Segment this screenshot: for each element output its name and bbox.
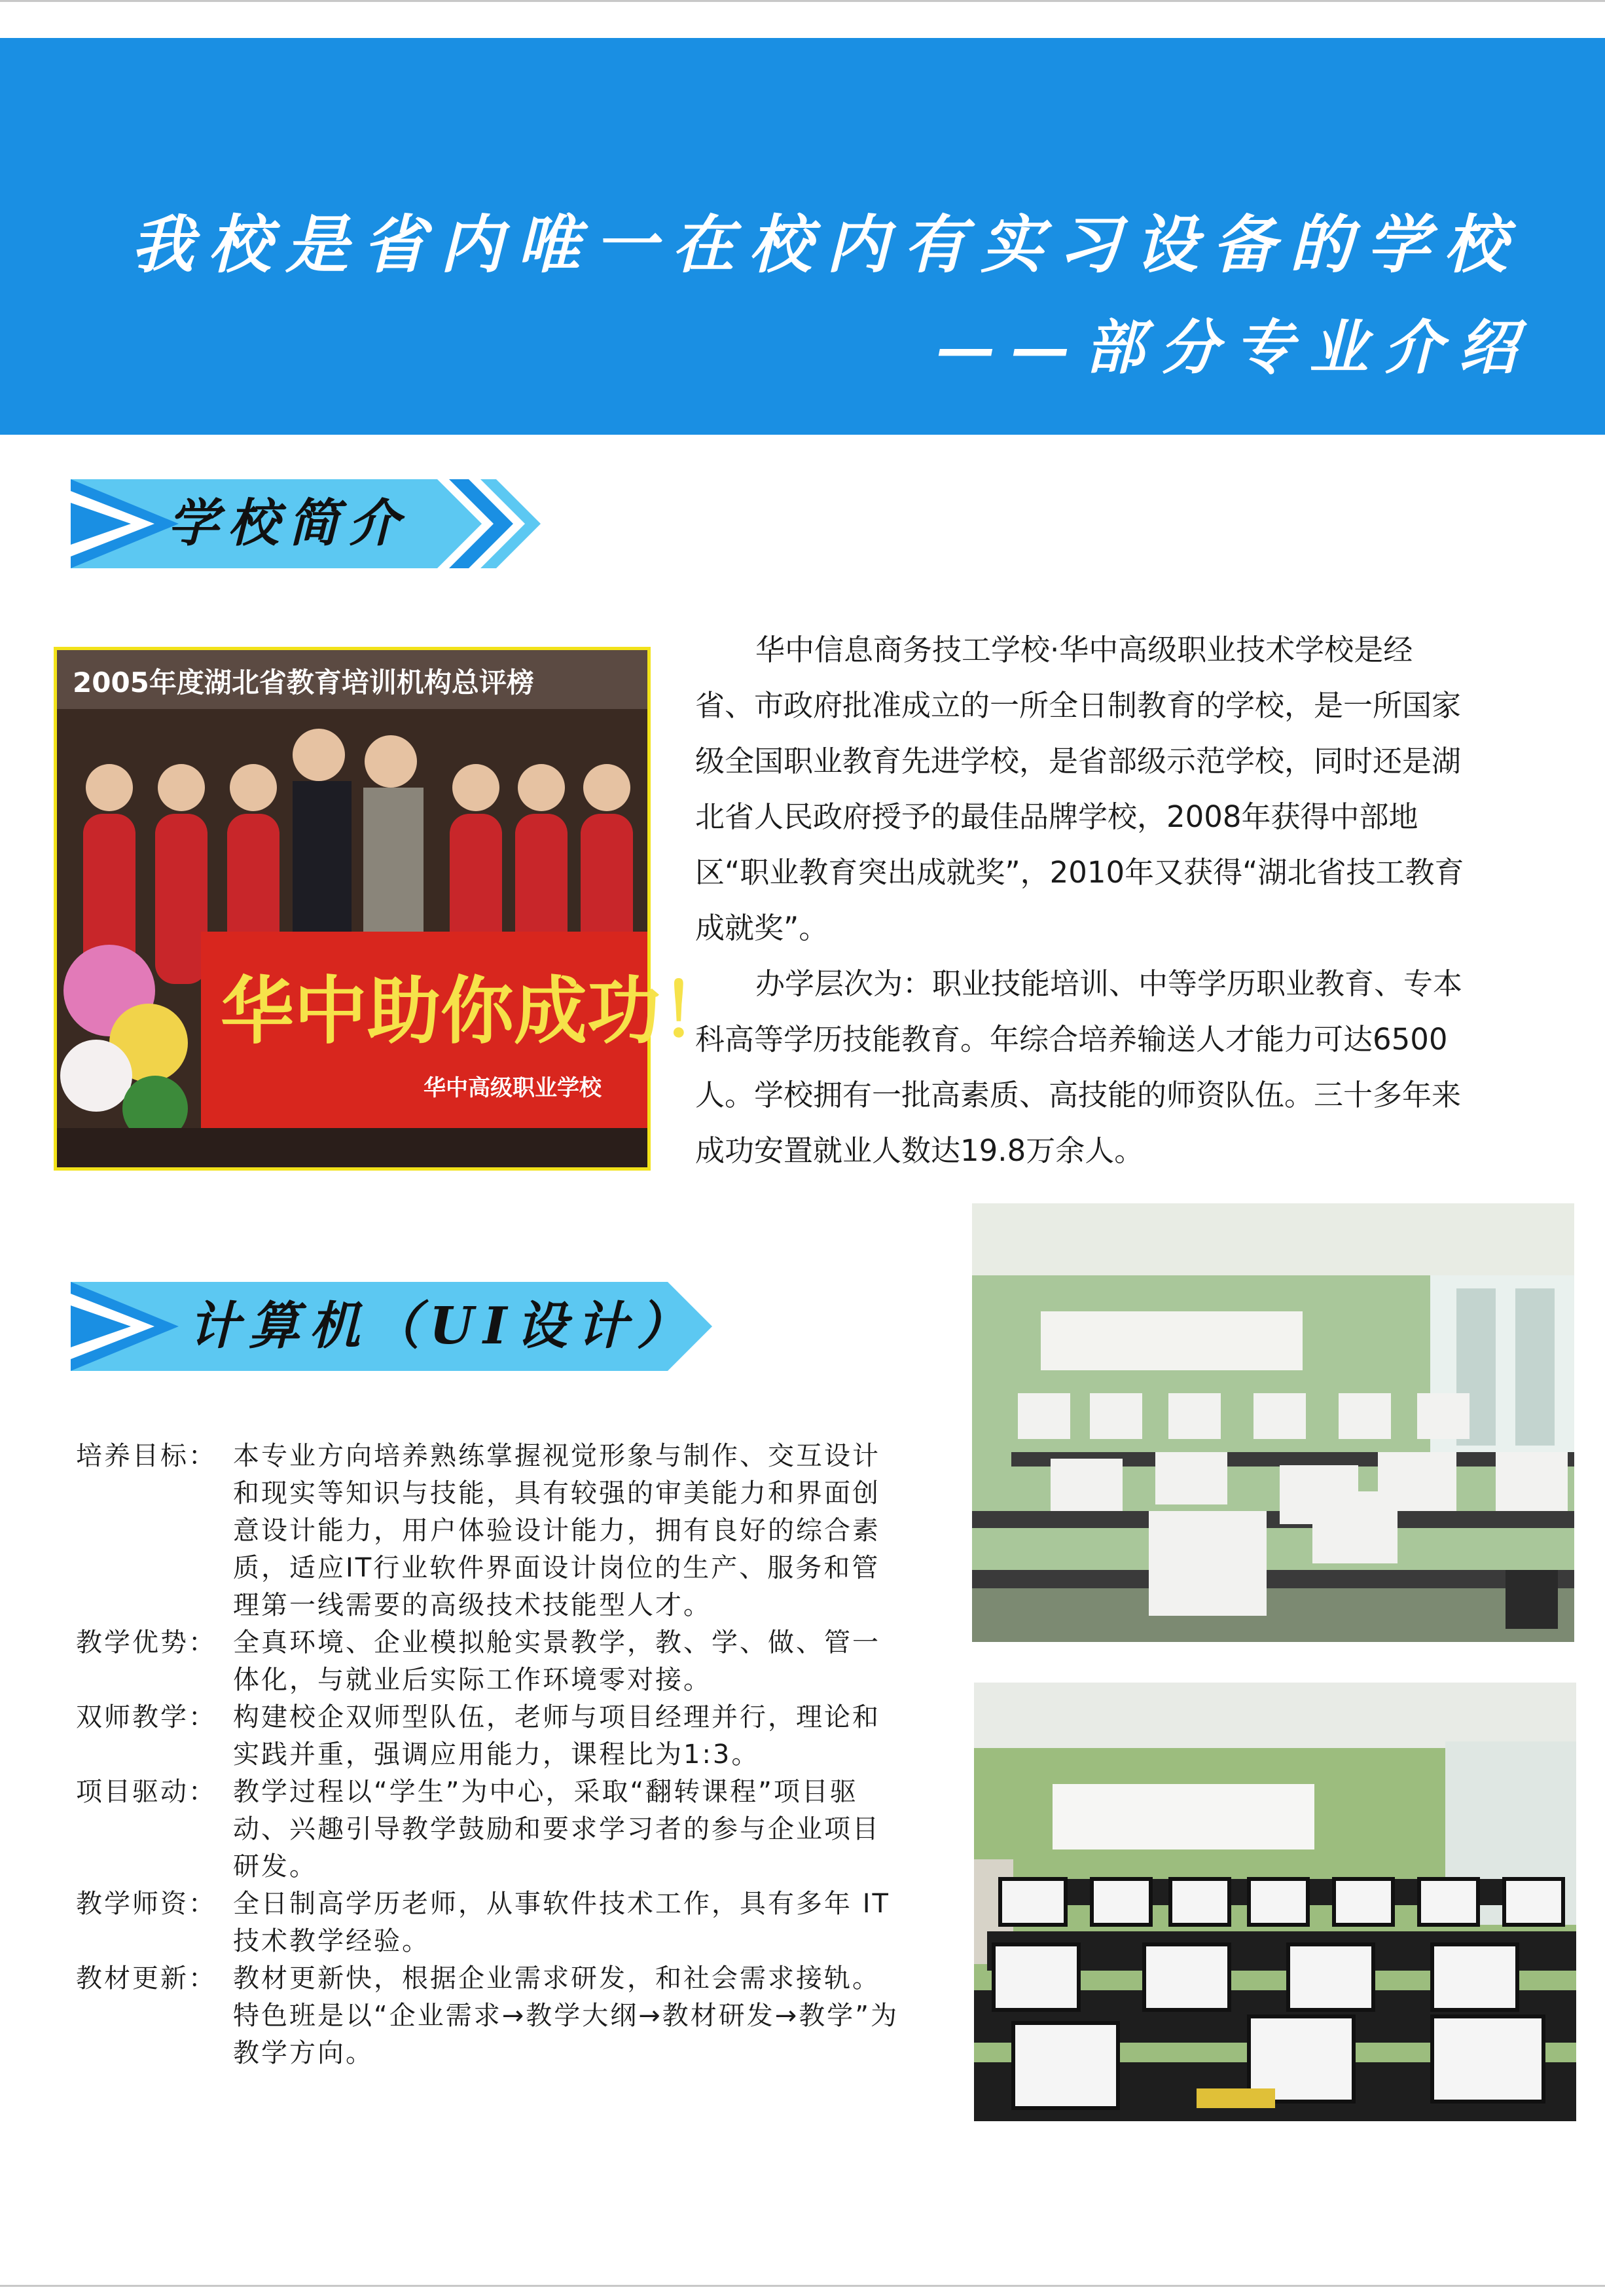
spec-label: 教学师资： — [76, 1889, 217, 1919]
computer-lab-photo-2 — [974, 1683, 1576, 2121]
section-tag-intro — [71, 479, 555, 568]
spec-text: 全日制高学历老师，从事软件技术工作，具有多年 IT技术教学经验。 — [233, 1889, 890, 1956]
spec-item — [76, 1438, 901, 1624]
spec-text: 教材更新快，根据企业需求研发，和社会需求接轨。特色班是以“企业需求→教学大纲→教材研发→教学”为教学方向。 — [233, 1963, 899, 2068]
banner-title: 我校是省内唯一在校内有实习设备的学校 — [131, 208, 1521, 282]
spec-label: 双师教学： — [76, 1702, 217, 1732]
banner-subtitle: ——部分专业介绍 — [936, 313, 1533, 382]
spec-text: 教学过程以“学生”为中心，采取“翻转课程”项目驱动、兴趣引导教学鼓励和要求学习者的参与企业项目研发。 — [233, 1777, 880, 1882]
spec-label: 教学优势： — [76, 1628, 217, 1658]
spec-label: 教材更新： — [76, 1963, 217, 1994]
bottom-rule — [0, 2285, 1605, 2287]
spec-item — [76, 1699, 901, 1774]
spec-item — [76, 1774, 901, 1886]
program-specs — [76, 1438, 901, 2072]
intro-text — [695, 622, 1468, 1178]
intro-paragraph: 办学层次为：职业技能培训、中等学历职业教育、专本科高等学历技能教育。年综合培养输送人才能力可达6500人。学校拥有一批高素质、高技能的师资队伍。三十多年来成功安置就业人数达19.8万余人。 — [695, 966, 1463, 1168]
spec-label: 培养目标： — [76, 1441, 217, 1471]
spec-label: 项目驱动： — [76, 1777, 217, 1807]
computer-lab-photo-1 — [972, 1203, 1574, 1642]
ceremony-slogan: 华中助你成功！ — [221, 969, 734, 1054]
ceremony-slogan-sub: 华中高级职业学校 — [424, 1075, 602, 1101]
section-heading-intro: 学校简介 — [168, 494, 409, 553]
top-rule — [0, 0, 1605, 2]
spec-item — [76, 1886, 901, 1960]
spec-text: 全真环境、企业模拟舱实景教学，教、学、做、管一体化，与就业后实际工作环境零对接。 — [233, 1628, 880, 1695]
section-heading-major: 计算机（UI设计） — [189, 1296, 697, 1356]
intro-paragraph: 华中信息商务技工学校·华中高级职业技术学校是经省、市政府批准成立的一所全日制教育的学校，是一所国家级全国职业教育先进学校，是省部级示范学校，同时还是湖北省人民政府授予的最佳品牌学校，2008年获得中部地区“职业教育突出成就奖”，2010年又获得“湖北省技工教育成就奖”。 — [695, 632, 1464, 945]
section-tag-major — [71, 1282, 719, 1371]
spec-item — [76, 1624, 901, 1699]
ceremony-top-banner-text: 2005年度湖北省教育培训机构总评榜 — [73, 666, 534, 699]
spec-text: 本专业方向培养熟练掌握视觉形象与制作、交互设计和现实等知识与技能，具有较强的审美能力和界面创意设计能力，用户体验设计能力，拥有良好的综合素质，适应IT行业软件界面设计岗位的生产、服务和管理第一线需要的高级技术技能型人才。 — [233, 1441, 880, 1620]
spec-text: 构建校企双师型队伍，老师与项目经理并行，理论和实践并重，强调应用能力，课程比为1:3。 — [233, 1702, 880, 1770]
header-banner — [0, 38, 1605, 435]
spec-item — [76, 1960, 901, 2072]
ceremony-photo — [54, 647, 734, 1171]
